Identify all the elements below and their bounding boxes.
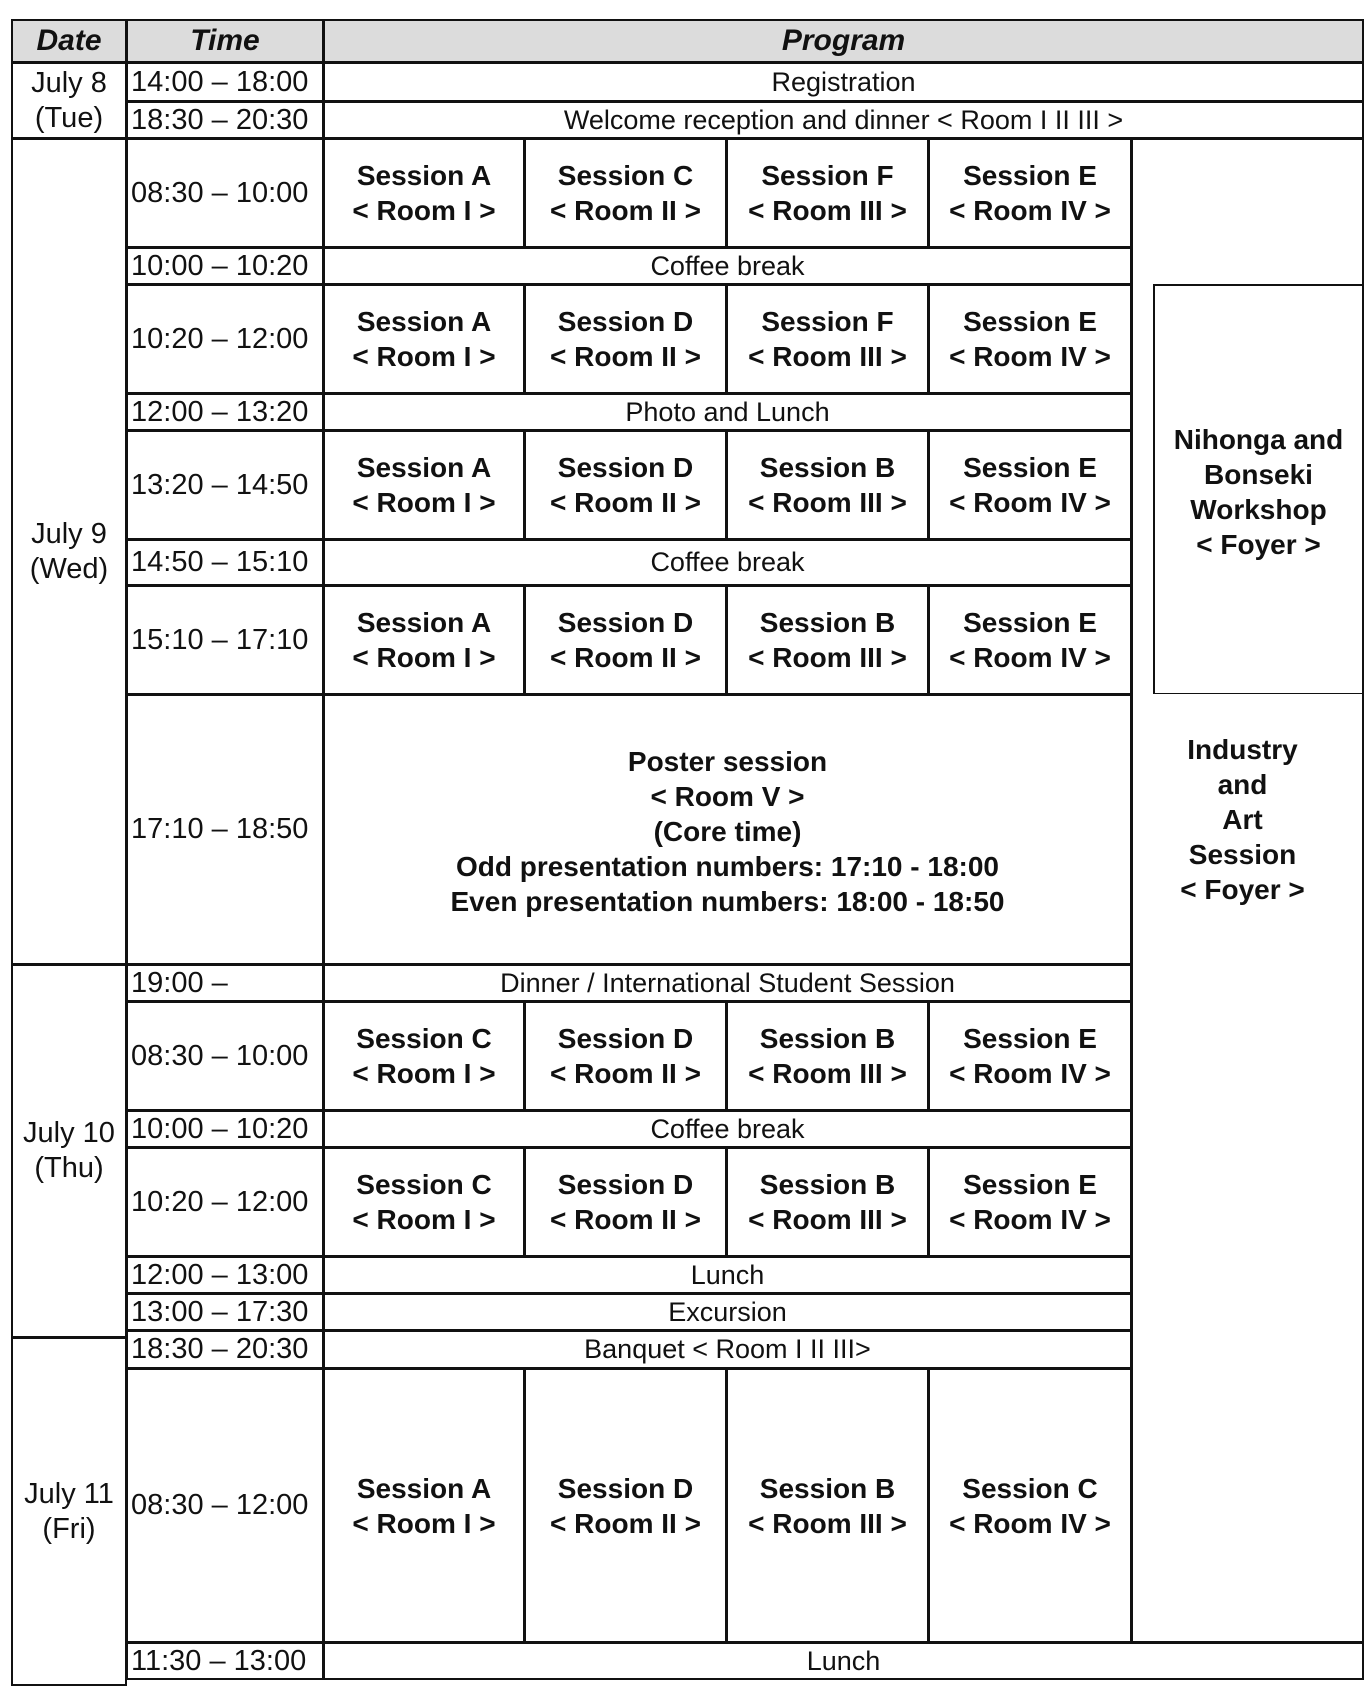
session-cell (928, 138, 1132, 248)
time-slot (126, 1642, 324, 1680)
program-span-label: Lunch (806, 1645, 881, 1676)
session-name: Session D (557, 452, 694, 483)
date-label: July 10 (23, 1117, 115, 1149)
session-room: < Room II > (550, 195, 701, 226)
program-header (323, 19, 1364, 63)
industry-line: Industry (1187, 734, 1298, 765)
session-cell (323, 430, 525, 540)
date-header (11, 19, 127, 63)
session-room: < Room II > (550, 487, 701, 518)
program-span (323, 247, 1132, 285)
time-label: 10:20 – 12:00 (131, 1185, 309, 1218)
date-header-label: Date (36, 24, 102, 57)
session-room: < Room I > (352, 341, 496, 372)
session-cell (928, 430, 1132, 540)
program-span (323, 1330, 1132, 1369)
program-span (323, 101, 1364, 139)
program-span (323, 539, 1132, 586)
session-name: Session E (963, 306, 1097, 337)
program-span-label: Lunch (690, 1259, 765, 1290)
session-name: Session C (962, 1472, 1098, 1504)
session-name: Session F (761, 306, 894, 337)
session-room: < Room III > (748, 1507, 907, 1539)
session-cell (323, 1368, 525, 1643)
poster-session-cell (323, 694, 1132, 965)
session-cell (726, 138, 929, 248)
program-span (323, 1256, 1132, 1294)
program-span (323, 1642, 1364, 1680)
program-span-label: Dinner / International Student Session (500, 967, 955, 998)
industry-art-session-cell (1131, 694, 1364, 1643)
session-cell (524, 138, 727, 248)
session-room: < Room III > (748, 487, 907, 518)
poster-line: < Room V > (650, 781, 805, 812)
session-name: Session D (557, 1023, 694, 1054)
session-cell (928, 1147, 1132, 1257)
session-room: < Room II > (550, 1058, 701, 1089)
weekday-label: (Wed) (29, 552, 109, 585)
time-slot (126, 138, 324, 248)
date-label: July 9 (31, 517, 107, 550)
session-room: < Room IV > (949, 195, 1111, 226)
session-cell (323, 585, 525, 695)
session-room: < Room III > (748, 1058, 907, 1089)
right-column-divider (1131, 284, 1133, 696)
session-cell (524, 1147, 727, 1257)
session-name: Session E (963, 1169, 1097, 1200)
time-slot (126, 284, 324, 394)
session-room: < Room I > (352, 1204, 496, 1235)
session-name: Session A (356, 607, 492, 638)
time-slot (126, 694, 324, 965)
time-label: 19:00 – (131, 966, 228, 999)
time-header-label: Time (190, 24, 260, 57)
time-slot (126, 393, 324, 431)
poster-line: Even presentation numbers: 18:00 - 18:50 (450, 886, 1005, 917)
time-slot (126, 539, 324, 586)
session-cell (524, 585, 727, 695)
industry-line: < Foyer > (1180, 874, 1305, 905)
session-room: < Room IV > (949, 487, 1111, 518)
session-cell (524, 1368, 727, 1643)
program-span-label: Excursion (668, 1296, 787, 1327)
program-span-label: Coffee break (650, 250, 805, 281)
session-name: Session E (963, 607, 1097, 638)
session-room: < Room III > (748, 1204, 907, 1235)
session-name: Session C (356, 1023, 492, 1054)
time-label: 08:30 – 12:00 (131, 1489, 309, 1521)
weekday-label: (Thu) (34, 1152, 104, 1184)
session-cell (726, 585, 929, 695)
session-room: < Room I > (352, 195, 496, 226)
time-label: 10:00 – 10:20 (131, 1112, 309, 1145)
workshop-line: < Foyer > (1196, 529, 1321, 560)
time-slot (126, 1368, 324, 1643)
time-label: 12:00 – 13:20 (131, 395, 309, 428)
session-cell (524, 1001, 727, 1111)
session-name: Session F (761, 160, 894, 191)
session-name: Session C (557, 160, 694, 191)
time-slot (126, 430, 324, 540)
time-slot (126, 1110, 324, 1148)
time-label: 11:30 – 13:00 (131, 1644, 307, 1677)
industry-line: and (1217, 769, 1268, 800)
session-name: Session B (759, 1023, 896, 1054)
time-slot (126, 1256, 324, 1294)
workshop-line: Workshop (1190, 494, 1327, 525)
session-name: Session D (557, 306, 694, 337)
session-name: Session D (557, 1169, 694, 1200)
date-label: July 11 (24, 1477, 114, 1510)
session-cell (726, 284, 929, 394)
session-name: Session A (356, 306, 492, 337)
time-label: 14:50 – 15:10 (131, 546, 309, 578)
session-room: < Room I > (352, 487, 496, 518)
session-name: Session E (963, 452, 1097, 483)
session-name: Session D (557, 607, 694, 638)
time-slot (126, 1330, 324, 1369)
session-cell (726, 430, 929, 540)
date-cell (11, 1337, 127, 1686)
session-name: Session C (356, 1169, 492, 1200)
session-name: Session B (759, 1169, 896, 1200)
session-room: < Room IV > (949, 1507, 1111, 1539)
time-label: 13:00 – 17:30 (131, 1295, 309, 1328)
time-label: 10:00 – 10:20 (131, 249, 309, 282)
session-cell (928, 284, 1132, 394)
session-cell (928, 585, 1132, 695)
session-cell (323, 138, 525, 248)
date-cell (11, 62, 127, 139)
poster-line: Odd presentation numbers: 17:10 - 18:00 (455, 851, 1000, 882)
session-name: Session B (759, 1472, 896, 1504)
session-room: < Room II > (550, 341, 701, 372)
session-cell (726, 1368, 929, 1643)
session-cell (323, 284, 525, 394)
session-name: Session A (356, 1472, 492, 1504)
time-label: 18:30 – 20:30 (131, 1333, 309, 1365)
session-cell (323, 1001, 525, 1111)
time-header (126, 19, 324, 63)
workshop-line: Bonseki (1204, 459, 1313, 490)
session-name: Session E (963, 1023, 1097, 1054)
program-span (323, 1293, 1132, 1331)
session-cell (726, 1001, 929, 1111)
program-span-label: Registration (771, 66, 916, 97)
time-label: 15:10 – 17:10 (131, 623, 309, 656)
session-room: < Room II > (550, 642, 701, 673)
workshop-line: Nihonga and (1173, 424, 1344, 455)
time-label: 10:20 – 12:00 (131, 322, 309, 355)
session-cell (928, 1368, 1132, 1643)
program-span (323, 62, 1364, 102)
time-label: 12:00 – 13:00 (131, 1258, 309, 1291)
session-room: < Room I > (352, 642, 496, 673)
time-slot (126, 1147, 324, 1257)
program-span (323, 964, 1132, 1002)
session-room: < Room IV > (949, 341, 1111, 372)
session-room: < Room III > (748, 195, 907, 226)
time-slot (126, 101, 324, 139)
session-room: < Room II > (550, 1204, 701, 1235)
session-name: Session B (759, 452, 896, 483)
program-span-label: Coffee break (650, 547, 805, 577)
program-span-label: Coffee break (650, 1113, 805, 1144)
program-span (323, 393, 1132, 431)
session-cell (524, 284, 727, 394)
session-name: Session D (557, 1472, 694, 1504)
date-cell (11, 964, 127, 1338)
session-room: < Room I > (352, 1507, 496, 1539)
session-cell (524, 430, 727, 540)
program-span-label: Photo and Lunch (625, 396, 830, 427)
time-slot (126, 1293, 324, 1331)
session-room: < Room IV > (949, 1058, 1111, 1089)
time-label: 17:10 – 18:50 (131, 813, 309, 845)
time-label: 18:30 – 20:30 (131, 103, 309, 136)
session-room: < Room IV > (949, 642, 1111, 673)
session-room: < Room II > (550, 1507, 701, 1539)
weekday-label: (Tue) (34, 101, 104, 134)
workshop-cell (1153, 284, 1364, 695)
session-room: < Room IV > (949, 1204, 1111, 1235)
time-label: 08:30 – 10:00 (131, 1039, 309, 1072)
poster-line: (Core time) (653, 816, 802, 847)
session-name: Session A (356, 452, 492, 483)
time-slot (126, 964, 324, 1002)
session-room: < Room III > (748, 341, 907, 372)
time-label: 14:00 – 18:00 (131, 65, 309, 98)
poster-line: Poster session (627, 746, 828, 777)
weekday-label: (Fri) (42, 1512, 96, 1545)
date-label: July 8 (31, 66, 107, 99)
session-name: Session B (759, 607, 896, 638)
session-cell (726, 1147, 929, 1257)
program-span (323, 1110, 1132, 1148)
time-slot (126, 1001, 324, 1111)
right-column-top (1131, 138, 1364, 285)
program-header-label: Program (781, 24, 906, 57)
session-name: Session E (963, 160, 1097, 191)
time-slot (126, 62, 324, 102)
date-cell (11, 138, 127, 965)
program-span-label: Welcome reception and dinner < Room I II III > (563, 104, 1124, 135)
session-room: < Room III > (748, 642, 907, 673)
industry-line: Session (1188, 839, 1297, 870)
time-label: 08:30 – 10:00 (131, 176, 309, 209)
program-span-label: Banquet < Room I II III> (584, 1334, 871, 1364)
session-cell (323, 1147, 525, 1257)
time-slot (126, 585, 324, 695)
session-name: Session A (356, 160, 492, 191)
industry-line: Art (1222, 804, 1263, 835)
time-label: 13:20 – 14:50 (131, 468, 309, 501)
session-room: < Room I > (352, 1058, 496, 1089)
session-cell (928, 1001, 1132, 1111)
time-slot (126, 247, 324, 285)
